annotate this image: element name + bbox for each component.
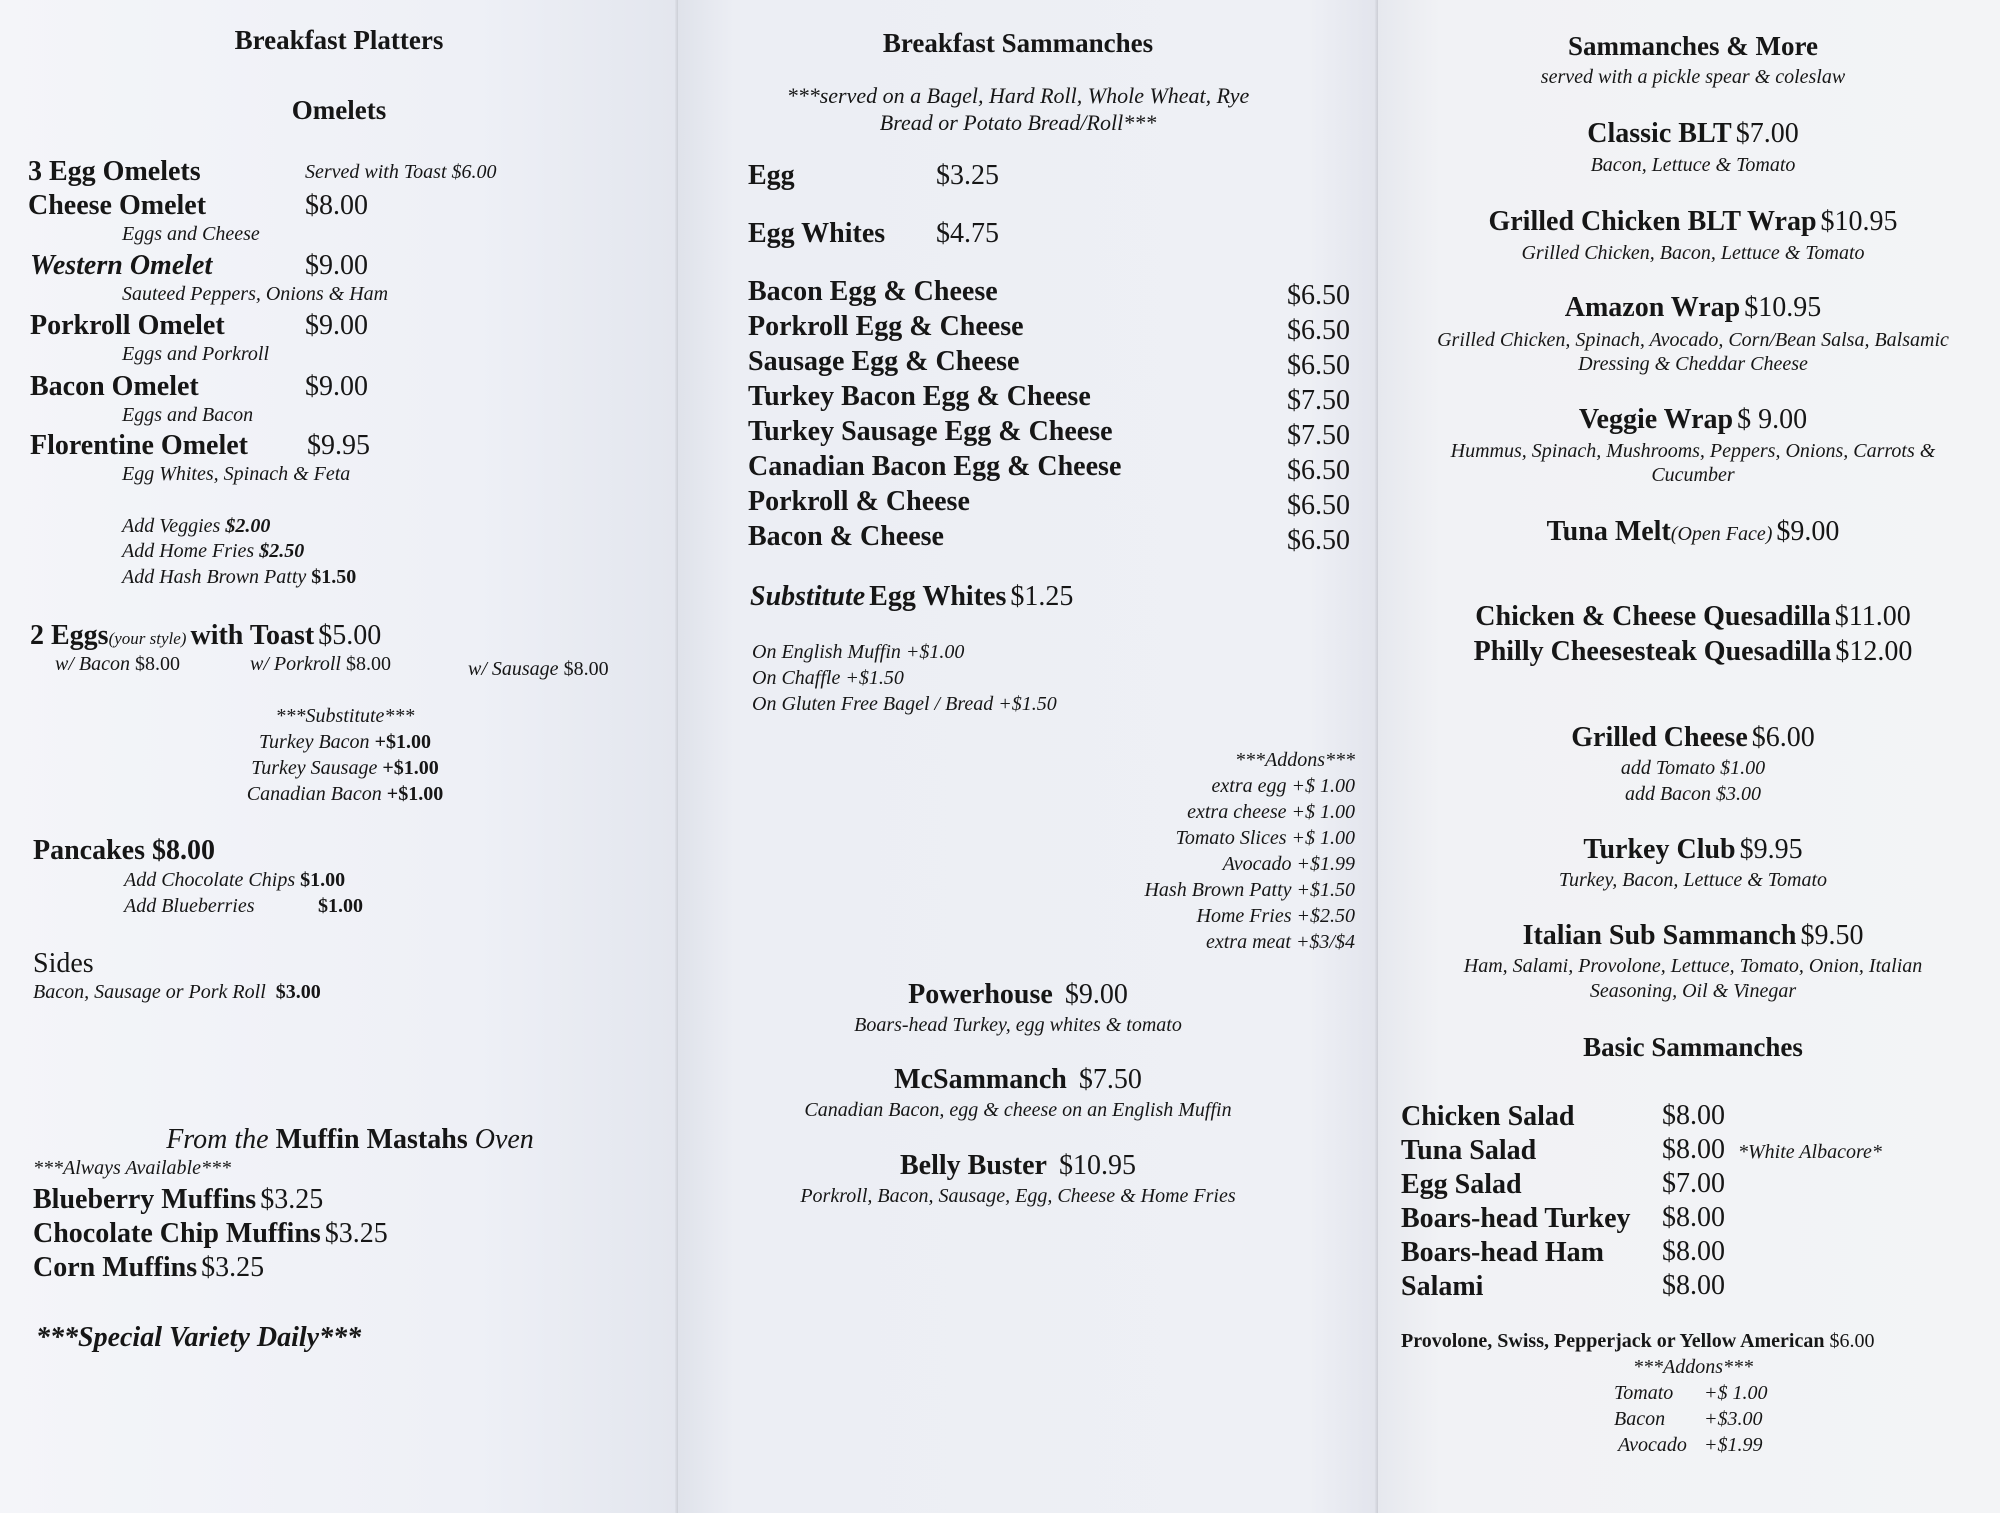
omelet-desc: Sauteed Peppers, Onions & Ham bbox=[122, 283, 389, 305]
breakfast-platters-header: Breakfast Platters bbox=[234, 25, 444, 55]
bread-option: On Gluten Free Bagel / Bread +$1.50 bbox=[752, 693, 1057, 715]
basic-price: $8.00 bbox=[1662, 1202, 1725, 1233]
basic-sammanches-title: Basic Sammanches bbox=[1583, 1032, 1803, 1062]
combo-name: Sausage Egg & Cheese bbox=[748, 346, 1020, 377]
basic-price: $8.00 bbox=[1662, 1236, 1725, 1267]
two-eggs-option: w/ Porkroll $8.00 bbox=[250, 653, 391, 675]
sammanch-simple-name: Egg Whites bbox=[748, 218, 886, 249]
two-eggs-option: w/ Sausage $8.00 bbox=[468, 658, 609, 680]
special-title: McSammanch $7.50 bbox=[894, 1064, 1142, 1095]
omelet-name: Bacon Omelet bbox=[30, 371, 199, 402]
addon-item: extra egg +$ 1.00 bbox=[1211, 775, 1355, 797]
sides-title: Sides bbox=[33, 948, 94, 979]
addon-item: Tomato Slices +$ 1.00 bbox=[1175, 827, 1355, 849]
basic-addon-price: +$ 1.00 bbox=[1704, 1382, 1768, 1404]
basic-price: $8.00 bbox=[1662, 1134, 1725, 1165]
special-variety: ***Special Variety Daily*** bbox=[36, 1322, 362, 1353]
basic-addon-label: Bacon bbox=[1614, 1408, 1666, 1430]
menu-item-desc: Grilled Chicken, Bacon, Lettuce & Tomato bbox=[1521, 242, 1865, 264]
panel-breakfast-sammanches bbox=[678, 0, 1378, 1513]
addon-item: Home Fries +$2.50 bbox=[1196, 905, 1355, 927]
omelet-price: $9.95 bbox=[307, 430, 370, 461]
quesadilla-item: Chicken & Cheese Quesadilla $11.00 bbox=[1475, 601, 1911, 632]
basic-name: Chicken Salad bbox=[1401, 1101, 1575, 1132]
tuna-melt: Tuna Melt(Open Face) $9.00 bbox=[1546, 516, 1840, 547]
combo-price: $6.50 bbox=[1287, 315, 1350, 346]
menu-item-desc: Cucumber bbox=[1651, 464, 1735, 486]
substitute-item: Turkey Sausage +$1.00 bbox=[251, 757, 439, 779]
menu-item-desc: Grilled Chicken, Spinach, Avocado, Corn/Bean Salsa, Balsamic bbox=[1437, 329, 1949, 351]
grilled-cheese-addon: add Bacon $3.00 bbox=[1624, 783, 1762, 805]
omelet-price: $9.00 bbox=[305, 310, 368, 341]
omelet-name: Porkroll Omelet bbox=[30, 310, 225, 341]
addon-item: Hash Brown Patty +$1.50 bbox=[1144, 879, 1355, 901]
grilled-cheese: Grilled Cheese $6.00 bbox=[1571, 722, 1815, 753]
combo-name: Turkey Sausage Egg & Cheese bbox=[748, 416, 1113, 447]
menu-item-title: Veggie Wrap $ 9.00 bbox=[1578, 404, 1808, 435]
grilled-cheese-addon: add Tomato $1.00 bbox=[1620, 757, 1766, 779]
basic-name: Boars-head Ham bbox=[1401, 1237, 1604, 1268]
pancake-addon: Add Blueberries bbox=[124, 895, 255, 917]
italian-sub: Italian Sub Sammanch $9.50 bbox=[1522, 920, 1864, 951]
two-eggs-line: 2 Eggs(your style) with Toast $5.00 bbox=[30, 620, 382, 651]
basic-name: Salami bbox=[1401, 1271, 1484, 1302]
combo-name: Porkroll Egg & Cheese bbox=[748, 311, 1024, 342]
special-desc: Canadian Bacon, egg & cheese on an English Muffin bbox=[804, 1099, 1232, 1121]
combo-price: $6.50 bbox=[1287, 350, 1350, 381]
omelet-price: $9.00 bbox=[305, 371, 368, 402]
special-desc: Porkroll, Bacon, Sausage, Egg, Cheese & Home Fries bbox=[800, 1185, 1236, 1207]
omelets-header-note: Served with Toast $6.00 bbox=[305, 161, 497, 183]
menu-item-title: Grilled Chicken BLT Wrap $10.95 bbox=[1488, 206, 1898, 237]
addon-item: extra cheese +$ 1.00 bbox=[1187, 801, 1355, 823]
basic-note: *White Albacore* bbox=[1738, 1141, 1882, 1163]
sides-desc: Bacon, Sausage or Pork Roll $3.00 bbox=[33, 981, 321, 1003]
sammanches-more-subheader: served with a pickle spear & coleslaw bbox=[1540, 66, 1846, 88]
served-on-line2: Bread or Potato Bread/Roll*** bbox=[879, 110, 1157, 135]
combo-price: $7.50 bbox=[1287, 420, 1350, 451]
turkey-club: Turkey Club $9.95 bbox=[1583, 834, 1803, 865]
quesadilla-item: Philly Cheesesteak Quesadilla $12.00 bbox=[1473, 636, 1913, 667]
muffins-always: ***Always Available*** bbox=[33, 1157, 231, 1179]
breakfast-sammanches-header: Breakfast Sammanches bbox=[882, 28, 1154, 58]
basic-price: $8.00 bbox=[1662, 1100, 1725, 1131]
muffin-item: Corn Muffins $3.25 bbox=[33, 1252, 265, 1283]
omelets-header-name: 3 Egg Omelets bbox=[28, 156, 201, 187]
omelet-desc: Egg Whites, Spinach & Feta bbox=[122, 463, 351, 485]
italian-sub-desc: Seasoning, Oil & Vinegar bbox=[1589, 980, 1797, 1002]
omelets-title: Omelets bbox=[291, 95, 387, 125]
substitute-item: Turkey Bacon +$1.00 bbox=[259, 731, 431, 753]
substitute-title: ***Substitute*** bbox=[275, 705, 415, 727]
omelet-desc: Eggs and Cheese bbox=[122, 223, 260, 245]
basic-addon-price: +$3.00 bbox=[1704, 1408, 1763, 1430]
pancake-addon-price: $1.00 bbox=[318, 895, 363, 917]
menu-item-desc: Dressing & Cheddar Cheese bbox=[1578, 353, 1808, 375]
special-title: Powerhouse $9.00 bbox=[908, 979, 1128, 1010]
special-desc: Boars-head Turkey, egg whites & tomato bbox=[854, 1014, 1182, 1036]
basic-price: $7.00 bbox=[1662, 1168, 1725, 1199]
basic-addons-title: ***Addons*** bbox=[1633, 1356, 1753, 1378]
combo-price: $6.50 bbox=[1287, 490, 1350, 521]
served-on-line1: ***served on a Bagel, Hard Roll, Whole Wheat, Rye bbox=[786, 83, 1250, 108]
basic-price: $8.00 bbox=[1662, 1270, 1725, 1301]
menu-item-desc: Hummus, Spinach, Mushrooms, Peppers, Onions, Carrots & bbox=[1450, 440, 1936, 462]
pancake-addon: Add Chocolate Chips $1.00 bbox=[124, 869, 346, 891]
combo-name: Porkroll & Cheese bbox=[748, 486, 970, 517]
sammanch-simple-name: Egg bbox=[748, 160, 795, 191]
omelet-name: Florentine Omelet bbox=[30, 430, 248, 461]
two-eggs-option: w/ Bacon $8.00 bbox=[55, 653, 180, 675]
omelet-desc: Eggs and Bacon bbox=[122, 404, 254, 426]
bread-option: On Chaffle +$1.50 bbox=[752, 667, 904, 689]
combo-name: Canadian Bacon Egg & Cheese bbox=[748, 451, 1122, 482]
omelet-addon: Add Hash Brown Patty $1.50 bbox=[122, 566, 357, 588]
substitute-egg-whites: Substitute Egg Whites $1.25 bbox=[750, 581, 1074, 612]
basic-addon-label: Avocado bbox=[1618, 1434, 1687, 1456]
menu-item-desc: Bacon, Lettuce & Tomato bbox=[1590, 154, 1796, 176]
addon-item: Avocado +$1.99 bbox=[1222, 853, 1355, 875]
addon-item: extra meat +$3/$4 bbox=[1205, 931, 1355, 953]
omelet-addon: Add Home Fries $2.50 bbox=[122, 540, 305, 562]
combo-name: Turkey Bacon Egg & Cheese bbox=[748, 381, 1091, 412]
sammanch-simple-price: $3.25 bbox=[936, 160, 999, 191]
combo-price: $7.50 bbox=[1287, 385, 1350, 416]
panel-breakfast-platters bbox=[0, 0, 678, 1513]
omelet-desc: Eggs and Porkroll bbox=[122, 343, 270, 365]
turkey-club-desc: Turkey, Bacon, Lettuce & Tomato bbox=[1558, 869, 1828, 891]
basic-name: Boars-head Turkey bbox=[1401, 1203, 1631, 1234]
muffin-oven-line: From the Muffin Mastahs Oven bbox=[166, 1124, 534, 1155]
omelet-name: Western Omelet bbox=[30, 250, 213, 281]
basic-addon-price: +$1.99 bbox=[1704, 1434, 1763, 1456]
sammanches-more-header: Sammanches & More bbox=[1568, 31, 1818, 61]
muffin-item: Blueberry Muffins $3.25 bbox=[33, 1184, 324, 1215]
omelet-addon: Add Veggies $2.00 bbox=[122, 515, 271, 537]
sammanch-simple-price: $4.75 bbox=[936, 218, 999, 249]
cheese-line: Provolone, Swiss, Pepperjack or Yellow American $6.00 bbox=[1401, 1330, 1875, 1352]
substitute-item: Canadian Bacon +$1.00 bbox=[246, 783, 444, 805]
combo-price: $6.50 bbox=[1287, 280, 1350, 311]
combo-price: $6.50 bbox=[1287, 455, 1350, 486]
basic-name: Egg Salad bbox=[1401, 1169, 1522, 1200]
combo-name: Bacon Egg & Cheese bbox=[748, 276, 998, 307]
combo-price: $6.50 bbox=[1287, 525, 1350, 556]
panel-sammanches-more bbox=[1378, 0, 2000, 1513]
combo-name: Bacon & Cheese bbox=[748, 521, 944, 552]
pancakes-title: Pancakes $8.00 bbox=[33, 835, 215, 866]
omelet-price: $9.00 bbox=[305, 250, 368, 281]
basic-addon-label: Tomato bbox=[1614, 1382, 1674, 1404]
menu-item-title: Classic BLT $7.00 bbox=[1587, 118, 1799, 149]
menu-item-title: Amazon Wrap $10.95 bbox=[1564, 292, 1822, 323]
bread-option: On English Muffin +$1.00 bbox=[752, 641, 965, 663]
basic-name: Tuna Salad bbox=[1401, 1135, 1537, 1166]
italian-sub-desc: Ham, Salami, Provolone, Lettuce, Tomato, Onion, Italian bbox=[1463, 955, 1923, 977]
special-title: Belly Buster $10.95 bbox=[900, 1150, 1136, 1181]
omelet-name: Cheese Omelet bbox=[28, 190, 207, 221]
omelet-price: $8.00 bbox=[305, 190, 368, 221]
muffin-item: Chocolate Chip Muffins $3.25 bbox=[33, 1218, 388, 1249]
addons-title: ***Addons*** bbox=[1235, 749, 1355, 771]
